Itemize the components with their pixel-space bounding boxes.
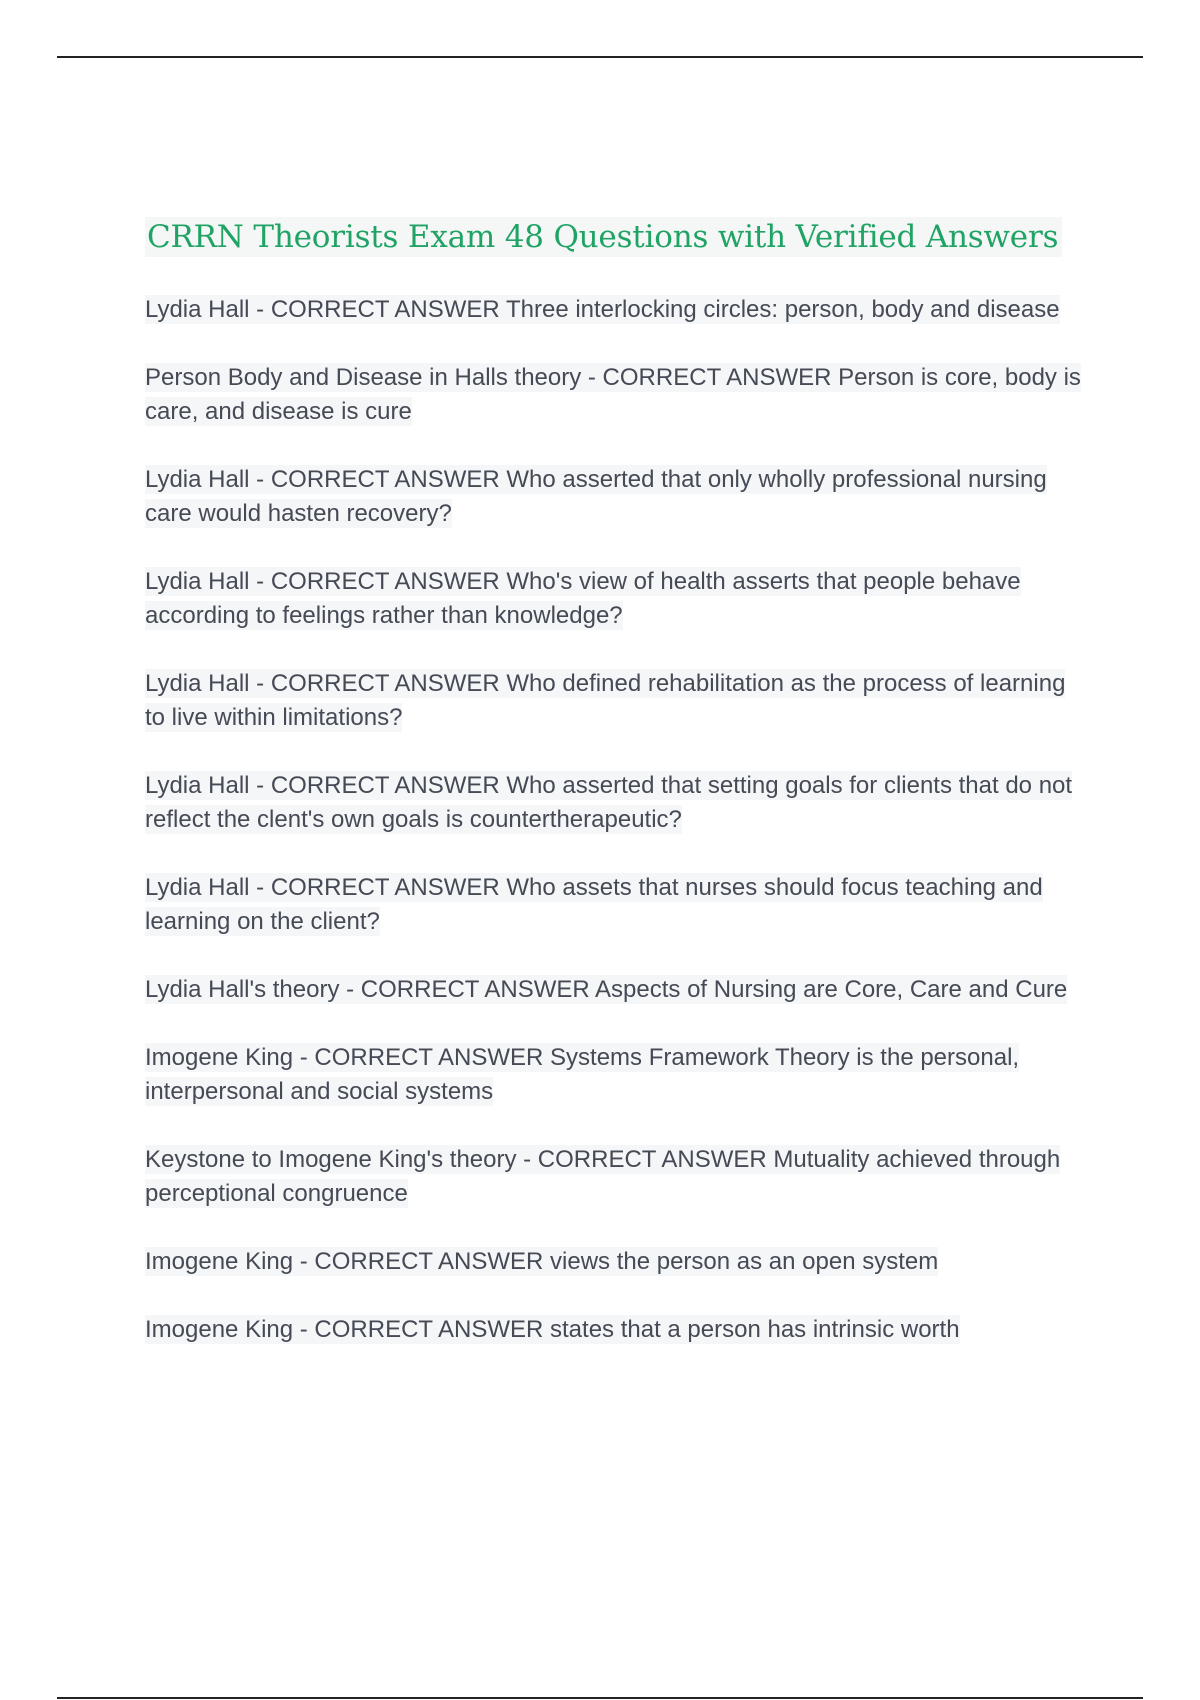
qa-item bbox=[145, 1313, 1090, 1347]
qa-item-text: Lydia Hall - CORRECT ANSWER Who asserted that setting goals for clients that do not reflect the clent's own goals is countertherapeutic? bbox=[145, 772, 1073, 833]
qa-item-text: Lydia Hall - CORRECT ANSWER Who asserted that only wholly professional nursing care would hasten recovery? bbox=[145, 466, 1047, 527]
qa-item bbox=[145, 973, 1090, 1007]
qa-item bbox=[145, 1245, 1090, 1279]
qa-item-text: Lydia Hall - CORRECT ANSWER Who's view of health asserts that people behave according to feelings rather than knowledge? bbox=[145, 568, 1021, 629]
qa-item bbox=[145, 1041, 1090, 1109]
qa-item-text: Lydia Hall - CORRECT ANSWER Who defined rehabilitation as the process of learning to live within limitations? bbox=[145, 670, 1066, 731]
qa-list bbox=[145, 293, 1090, 1347]
qa-item bbox=[145, 667, 1090, 735]
footer-rule bbox=[57, 1697, 1143, 1699]
qa-item bbox=[145, 1143, 1090, 1211]
qa-item bbox=[145, 871, 1090, 939]
document-title-text: CRRN Theorists Exam 48 Questions with Verified Answers bbox=[145, 217, 1062, 257]
qa-item bbox=[145, 769, 1090, 837]
qa-item-text: Keystone to Imogene King's theory - CORRECT ANSWER Mutuality achieved through perceptional congruence bbox=[145, 1146, 1061, 1207]
qa-item bbox=[145, 293, 1090, 327]
qa-item-text: Lydia Hall's theory - CORRECT ANSWER Aspects of Nursing are Core, Care and Cure bbox=[145, 976, 1068, 1003]
document-body bbox=[145, 213, 1090, 1381]
header-rule bbox=[57, 56, 1143, 58]
qa-item-text: Lydia Hall - CORRECT ANSWER Who assets that nurses should focus teaching and learning on the client? bbox=[145, 874, 1043, 935]
qa-item bbox=[145, 463, 1090, 531]
qa-item-text: Imogene King - CORRECT ANSWER states that a person has intrinsic worth bbox=[145, 1316, 960, 1343]
qa-item-text: Imogene King - CORRECT ANSWER Systems Framework Theory is the personal, interpersonal and social systems bbox=[145, 1044, 1020, 1105]
qa-item-text: Person Body and Disease in Halls theory - CORRECT ANSWER Person is core, body is care, and disease is cure bbox=[145, 364, 1081, 425]
qa-item bbox=[145, 361, 1090, 429]
qa-item bbox=[145, 565, 1090, 633]
qa-item-text: Imogene King - CORRECT ANSWER views the person as an open system bbox=[145, 1248, 939, 1275]
qa-item-text: Lydia Hall - CORRECT ANSWER Three interlocking circles: person, body and disease bbox=[145, 296, 1060, 323]
document-title bbox=[145, 213, 1090, 261]
